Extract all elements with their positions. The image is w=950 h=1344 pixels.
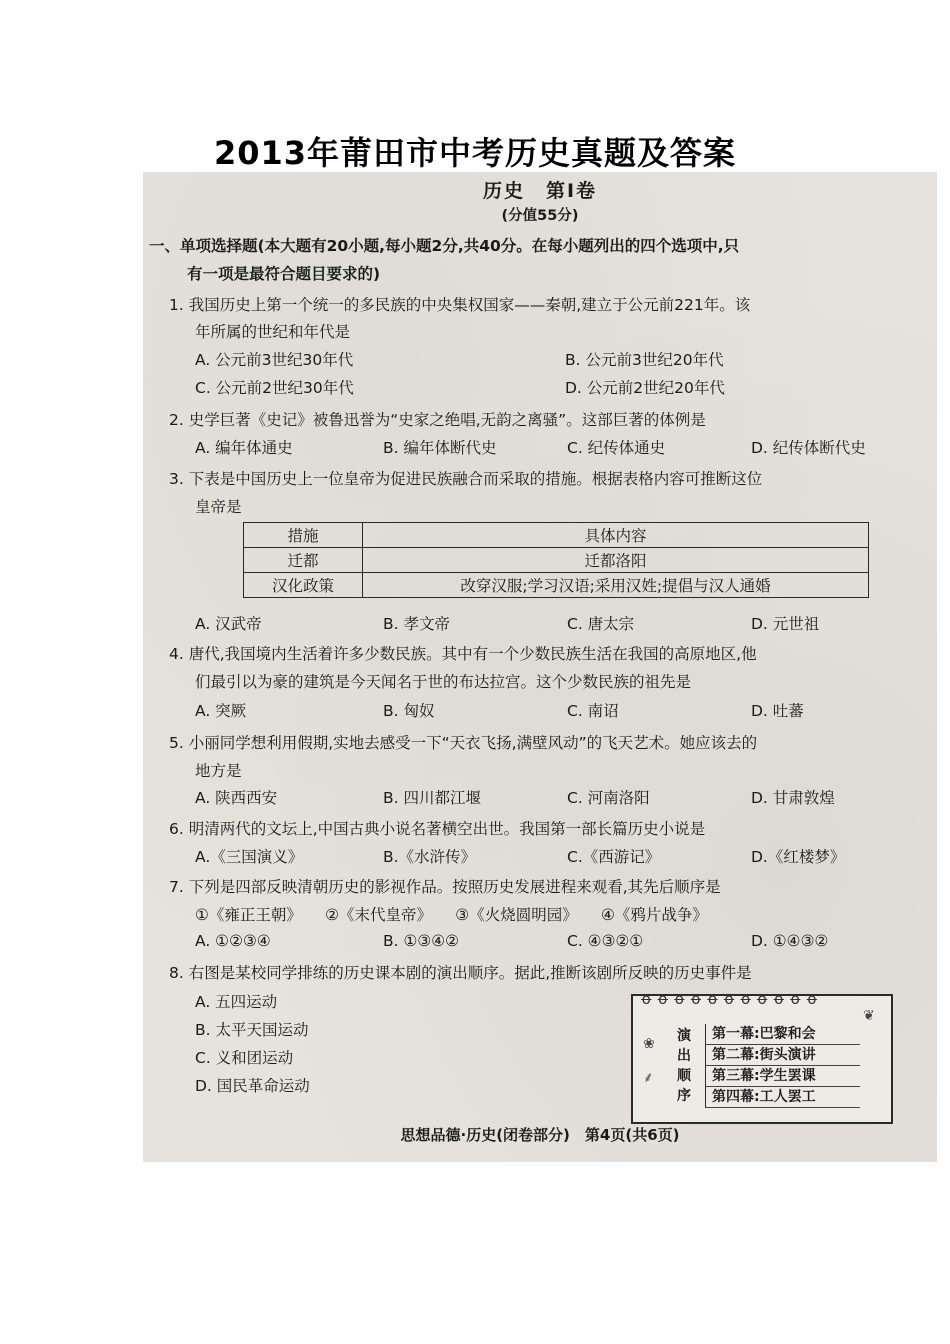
- question-7-line1: 7. 下列是四部反映清朝历史的影视作品。按照历史发展进程来观看,其先后顺序是: [169, 878, 721, 896]
- table-cell: 迁都: [244, 548, 363, 573]
- programme-label: 演出顺序: [677, 1028, 691, 1104]
- question-3-option-d: D. 元世祖: [751, 615, 820, 633]
- table-row: [244, 573, 869, 598]
- leaf-doodle-icon: ❦: [863, 1008, 875, 1024]
- question-4-option-d: D. 吐蕃: [751, 702, 804, 720]
- programme-act: 第一幕:巴黎和会: [706, 1024, 860, 1045]
- question-7-option-d: D. ①④③②: [751, 932, 829, 950]
- table-cell: 迁都洛阳: [363, 548, 869, 573]
- programme-act: 第三幕:学生罢课: [706, 1066, 860, 1087]
- binder-rings-icon: ꝋꝋꝋꝋꝋꝋꝋꝋꝋꝋꝋ: [641, 990, 824, 1008]
- question-7-line2: ①《雍正王朝》 ②《末代皇帝》 ③《火烧圆明园》 ④《鸦片战争》: [195, 906, 708, 924]
- question-8-line1: 8. 右图是某校同学排练的历史课本剧的演出顺序。据此,推断该剧所反映的历史事件是: [169, 964, 752, 982]
- document-title: 2013年莆田市中考历史真题及答案: [213, 134, 737, 172]
- question-6-option-a: A.《三国演义》: [195, 848, 304, 866]
- question-1-line1: 1. 我国历史上第一个统一的多民族的中央集权国家——秦朝,建立于公元前221年。该: [169, 296, 751, 314]
- question-2-option-c: C. 纪传体通史: [567, 439, 666, 457]
- question-8-option-b: B. 太平天国运动: [195, 1021, 309, 1039]
- table-row: [244, 548, 869, 573]
- question-6-option-b: B.《水浒传》: [383, 848, 477, 866]
- question-4-option-b: B. 匈奴: [383, 702, 435, 720]
- question-4-option-c: C. 南诏: [567, 702, 619, 720]
- programme-act: 第二幕:街头演讲: [706, 1045, 860, 1066]
- table-header-row: [244, 523, 869, 548]
- question-8-option-a: A. 五四运动: [195, 993, 278, 1011]
- performance-programme-card: [631, 990, 893, 1124]
- question-5-option-d: D. 甘肃敦煌: [751, 789, 835, 807]
- question-1-option-d: D. 公元前2世纪20年代: [565, 379, 725, 397]
- question-2-option-a: A. 编年体通史: [195, 439, 293, 457]
- question-6-option-c: C.《西游记》: [567, 848, 661, 866]
- flower-doodle-icon: ❀ ⸙: [643, 1036, 655, 1086]
- question-4-line1: 4. 唐代,我国境内生活着许多少数民族。其中有一个少数民族生活在我国的高原地区,他: [169, 645, 757, 663]
- question-3-option-a: A. 汉武帝: [195, 615, 262, 633]
- question-2-option-b: B. 编年体断代史: [383, 439, 497, 457]
- question-4-option-a: A. 突厥: [195, 702, 247, 720]
- question-3-line1: 3. 下表是中国历史上一位皇帝为促进民族融合而采取的措施。根据表格内容可推断这位: [169, 470, 763, 488]
- table-header-cell: 措施: [244, 523, 363, 548]
- page-footer: 思想品德·历史(闭卷部分) 第4页(共6页): [400, 1126, 680, 1144]
- table-cell: 改穿汉服;学习汉语;采用汉姓;提倡与汉人通婚: [363, 573, 869, 598]
- question-4-line2: 们最引以为豪的建筑是今天闻名于世的布达拉宫。这个少数民族的祖先是: [195, 673, 692, 691]
- question-5-option-a: A. 陕西西安: [195, 789, 278, 807]
- measures-table: [243, 522, 869, 598]
- question-7-option-c: C. ④③②①: [567, 932, 644, 950]
- section-heading-line1: 一、单项选择题(本大题有20小题,每小题2分,共40分。在每小题列出的四个选项中,只: [149, 237, 740, 255]
- scanned-exam-page: [143, 172, 937, 1162]
- question-3-option-b: B. 孝文帝: [383, 615, 450, 633]
- question-3-line2: 皇帝是: [195, 498, 242, 516]
- question-2-option-d: D. 纪传体断代史: [751, 439, 866, 457]
- question-2-line1: 2. 史学巨著《史记》被鲁迅誉为“史家之绝唱,无韵之离骚”。这部巨著的体例是: [169, 411, 706, 429]
- question-1-option-b: B. 公元前3世纪20年代: [565, 351, 724, 369]
- table-cell: 汉化政策: [244, 573, 363, 598]
- question-1-option-a: A. 公元前3世纪30年代: [195, 351, 354, 369]
- section-heading-line2: 有一项是最符合题目要求的): [187, 265, 381, 283]
- programme-acts: [705, 1024, 860, 1108]
- question-5-line2: 地方是: [195, 762, 242, 780]
- question-3-option-c: C. 唐太宗: [567, 615, 635, 633]
- question-5-option-c: C. 河南洛阳: [567, 789, 650, 807]
- question-7-option-b: B. ①③④②: [383, 932, 460, 950]
- question-6-line1: 6. 明清两代的文坛上,中国古典小说名著横空出世。我国第一部长篇历史小说是: [169, 820, 706, 838]
- paper-title: 历史 第Ⅰ卷: [482, 180, 598, 202]
- question-5-option-b: B. 四川都江堰: [383, 789, 481, 807]
- question-1-option-c: C. 公元前2世纪30年代: [195, 379, 354, 397]
- question-1-line2: 年所属的世纪和年代是: [195, 323, 351, 341]
- question-8-option-c: C. 义和团运动: [195, 1049, 294, 1067]
- programme-act: 第四幕:工人罢工: [706, 1087, 860, 1108]
- table-header-cell: 具体内容: [363, 523, 869, 548]
- question-6-option-d: D.《红楼梦》: [751, 848, 846, 866]
- paper-score: (分值55分): [501, 208, 579, 224]
- question-5-line1: 5. 小丽同学想利用假期,实地去感受一下“天衣飞扬,满壁风动”的飞天艺术。她应该去的: [169, 734, 758, 752]
- question-8-option-d: D. 国民革命运动: [195, 1077, 310, 1095]
- question-7-option-a: A. ①②③④: [195, 932, 271, 950]
